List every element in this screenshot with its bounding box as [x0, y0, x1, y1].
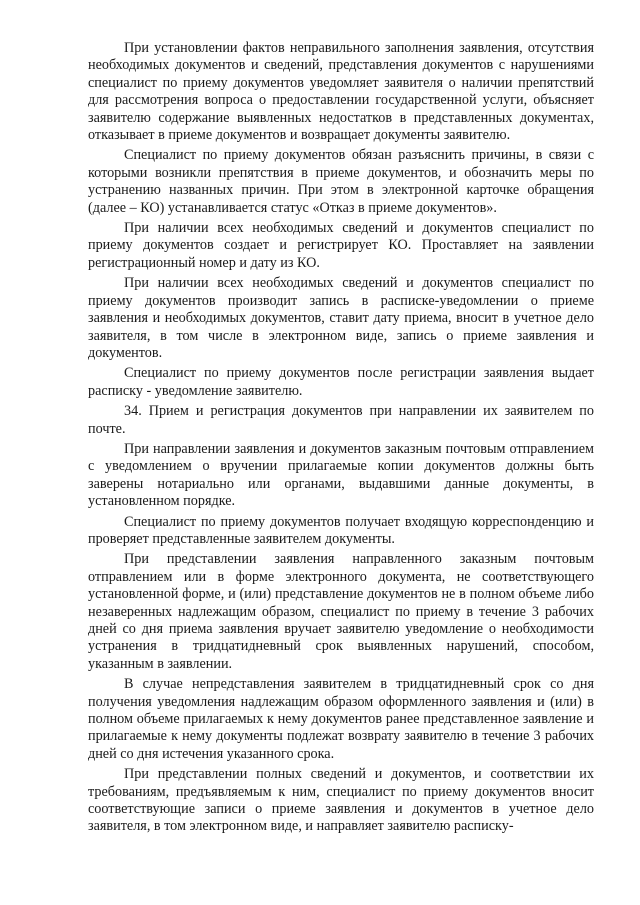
paragraph-section-34: 34. Прием и регистрация документов при направлении их заявителем по почте.	[88, 403, 594, 437]
paragraph-explain-reasons: Специалист по приему документов обязан разъяснить причины, в связи с которыми возникли препятствия в приеме документов, и обозначить меры по устранению названных причин. При этом в электронной карточке обращения (далее – КО) устанавливается статус «Отказ в приеме документов».	[88, 147, 594, 216]
paragraph-refusal-grounds: При установлении фактов неправильного заполнения заявления, отсутствия необходимых документов и сведений, представления документов с нарушениями специалист по приему документов уведомляет заявителя о наличии препятствий для рассмотрения вопроса о предоставлении государственной услуги, объясняет заявителю содержание выявленных недостатков в представленных документах, отказывает в приеме документов и возвращает документы заявителю.	[88, 40, 594, 144]
paragraph-register-ko: При наличии всех необходимых сведений и документов специалист по приему документов создает и регистрирует КО. Проставляет на заявлении регистрационный номер и дату из КО.	[88, 220, 594, 271]
document-body	[88, 40, 594, 839]
paragraph-complete-documents: При представлении полных сведений и документов, и соответствии их требованиям, предъявляемым к ним, специалист по приему документов вносит соответствующие записи о приеме заявления и документов в учетное дело заявителя, в том электронном виде, и направляет заявителю расписку-	[88, 766, 594, 835]
paragraph-return-documents: В случае непредставления заявителем в тридцатидневный срок со дня получения уведомления надлежащим образом оформленного заявления и (или) в полном объеме прилагаемых к нему документов ранее представленное заявление и прилагаемые к нему документы подлежат возврату заявителю в течение 3 рабочих дней со дня истечения указанного срока.	[88, 676, 594, 762]
paragraph-registered-mail: При направлении заявления и документов заказным почтовым отправлением с уведомлением о вручении прилагаемые копии документов должны быть заверены нотариально или органами, выдавшими данные документы, в установленном порядке.	[88, 440, 594, 510]
paragraph-issue-receipt: Специалист по приему документов после регистрации заявления выдает расписку - уведомление заявителю.	[88, 365, 594, 399]
paragraph-receipt-record: При наличии всех необходимых сведений и документов специалист по приему документов производит запись в расписке-уведомлении о приеме заявления и необходимых документов, ставит дату приема, вносит в учетное дело заявителя, в том числе в электронном виде, запись о приеме заявления и документов.	[88, 275, 594, 361]
paragraph-incoming-mail: Специалист по приему документов получает входящую корреспонденцию и проверяет представленные заявителем документы.	[88, 513, 594, 547]
paragraph-nonconforming-application: При представлении заявления направленного заказным почтовым отправлением или в форме электронного документа, не соответствующего установленной форме, и (или) представление документов не в полном объеме либо незаверенных надлежащим образом, специалист по приему в течение 3 рабочих дней со дня приема заявления вручает заявителю уведомление о необходимости устранения в тридцатидневный срок выявленных нарушений, способом, указанным в заявлении.	[88, 551, 594, 672]
